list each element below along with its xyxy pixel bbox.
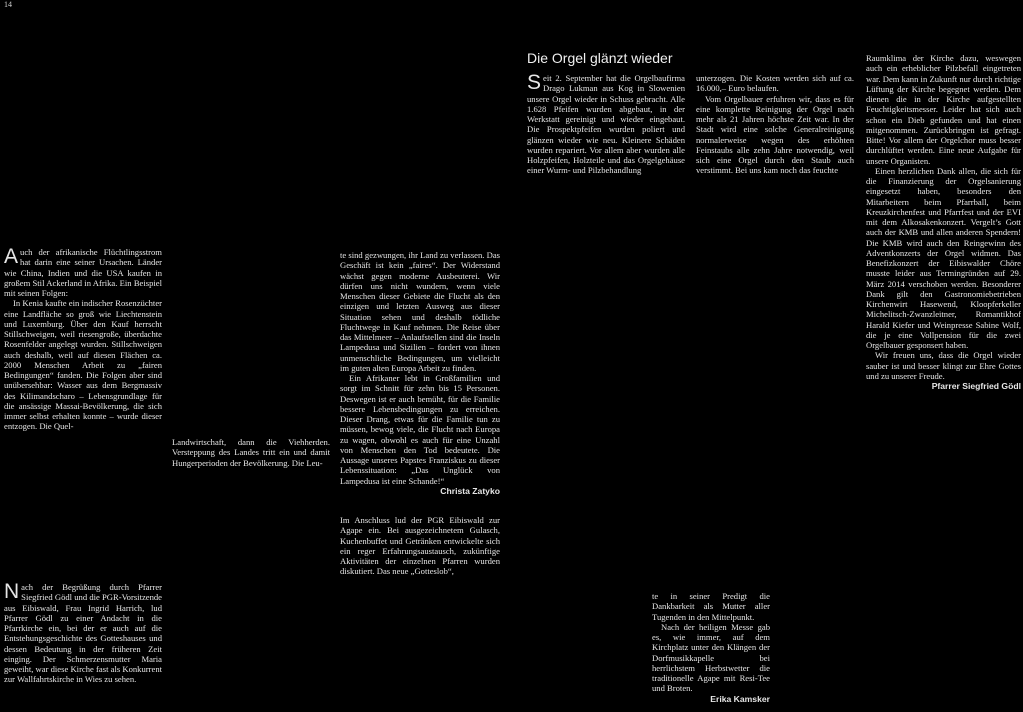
page-number: 14 [4, 0, 12, 9]
paragraph: te in seiner Predigt die Dankbarkeit als Mutter aller Tugenden in den Mittelpunkt. [652, 591, 770, 622]
paragraph: Im Anschluss lud der PGR Eibiswald zur Agape ein. Bei ausgezeichnetem Gulasch, Kuchenbuffet und Getränken entwickelte sich ein reger Erfahrungsaustausch, zukünftige Aktivitäten der einzelnen Pfarren wurden diskutiert. Das neue „Gotteslob“, [340, 515, 500, 577]
article2-dropcap: S [527, 71, 542, 94]
article2-headline: Die Orgel glänzt wieder [527, 50, 673, 66]
article3-column-2 [340, 515, 500, 577]
article1-column-1 [4, 247, 162, 432]
paragraph: Vom Orgelbauer erfuhren wir, dass es für eine komplette Reinigung der Orgel nach mehr als 21 Jahren höchste Zeit war. In der Stadt wird eine solche Generalreinigung normalerweise wegen des erhöhten Feinstaubs alle zehn Jahre notwendig, weil sich eine Orgel durch den Staub auch verstimmt. Bei uns kam noch das feuchte [696, 93, 854, 176]
paragraph: Einen herzlichen Dank allen, die sich für die Finanzierung der Orgelsanierung eingesetzt haben, besonders den Mitarbeitern beim Pfarrball, beim Kreuzkirchenfest und Pfarrfest und der EVI mit dem Alkosakenkonzert. Vergelt’s Gott auch der KMB und allen anderen Spendern! Die KMB wird auch den Reingewinn des Adventkonzerts der Orgel widmen. Das Benefizkonzert der Eibiswalder Chöre musste leider aus Termingründen auf 29. März 2014 verschoben werden. Besonderer Dank gilt den Gastronomiebetrieben Kirchenwirt Hasewend, Kloopferkeller Michelitsch-Zwanzleitner, Romantikhof Harald Kiefer und Weinpresse Sabine Wolf, die je eine Vollpension für die zwei Orgelbauer gesponsert haben. [866, 165, 1021, 350]
article2-author: Pfarrer Siegfried Gödl [931, 381, 1021, 391]
article2-column-3 [866, 53, 1021, 391]
paragraph: eit 2. September hat die Orgelbaufirma Drago Lukman aus Kog in Slowenien unsere Orgel wieder in Schuss gebracht. Alle 1.628 Pfeifen wurden abgebaut, in der Werkstatt gereinigt und wieder eingebaut. Die Prospektpfeifen wurden poliert und glänzen wieder wie neu. Kleinere Schäden wurden repariert. Vor allem aber wurden alle Holzpfeifen, Holzteile und das Orgelgehäuse einer Wurm- und Pilzbehandlung [527, 73, 685, 176]
paragraph: Nach der heiligen Messe gab es, wie immer, auf dem Kirchplatz unter den Klängen der Dorfmusikkapelle bei herrlichstem Herbstwetter die traditionelle Agape mit Resi-Tee und Broten. [652, 621, 770, 694]
paragraph: uch der afrikanische Flüchtlingsstrom hat darin eine seiner Ursachen. Länder wie China, Indien und die USA kaufen in großem Stil Ackerland in Afrika. Ein Beispiel mit seinen Folgen: [4, 247, 162, 298]
paragraph: te sind gezwungen, ihr Land zu verlassen. Das Geschäft ist kein „faires“. Der Widerstand wächst gegen moderne Ausbeuterei. Wir dürfen uns nicht wundern, wenn viele Menschen dieser Gebiete die Flucht als den einzigen und letzten Ausweg aus dieser Situation sehen und deshalb tödliche Fluchtwege in Kauf nehmen. Die Reise über das Mittelmeer – Anlaufstellen sind die Inseln Lampedusa und Sizilien – fordert von ihnen unmenschliche Bedingungen, um vielleicht im guten alten Europa Arbeit zu finden. [340, 250, 500, 373]
article3-column-3 [652, 591, 770, 704]
article3-dropcap: N [4, 580, 20, 603]
paragraph: In Kenia kaufte ein indischer Rosenzüchter eine Landfläche so groß wie Liechtenstein und Luxemburg. Über den Kauf herrscht Stillschweigen, weil riesengroße, überdachte Rosenfelder angelegt wurden. Stillschweigen auch deshalb, weil auf diesen Flächen ca. 2000 Menschen Arbeit zu „fairen Bedingungen“ fanden. Die Folgen aber sind unübersehbar: Wasser aus dem Bergmassiv des Kilimandscharo – Lebensgrundlage für die ansässige Massai-Bevölkerung, die sich immer selbst erhalten konnte – wurde dieser entzogen. Die Quel- [4, 298, 162, 432]
article2-column-1 [527, 73, 685, 176]
paragraph: ach der Begrüßung durch Pfarrer Siegfried Gödl und die PGR-Vorsitzende aus Eibiswald, Frau Ingrid Harrich, lud Pfarrer Gödl zu einer Andacht in die Pfarrkirche ein, bei der er auch auf die Entstehungsgeschichte des Gotteshauses und dessen Bedeutung in der früheren Zeit einging. Der Schmerzensmutter Maria geweiht, war diese Kirche fast als Konkurrent zur Wallfahrtskirche in Wies zu sehen. [4, 582, 162, 685]
article1-dropcap: A [4, 245, 19, 268]
paragraph: unterzogen. Die Kosten werden sich auf ca. 16.000,– Euro belaufen. [696, 73, 854, 94]
paragraph: Raumklima der Kirche dazu, weswegen auch ein erheblicher Pilzbefall eingetreten war. Dem kann in Zukunft nur durch richtige Lüftung der Kirche begegnet werden. Dem dienen die in der Kirche aufgestellten Feuchtigkeitsmesser. Leider hat sich auch schon ein Dieb gefunden und hat einen mitgenommen. Zurückbringen ist gefragt. Bitte! Vor allem der Orgelchor muss besser durchlüftet werden. Eine neue Aufgabe für unsere Organisten. [866, 53, 1021, 166]
paragraph: Wir freuen uns, dass die Orgel wieder sauber ist und besser klingt zur Ehre Gottes und zu unserer Freude. [866, 350, 1021, 381]
article2-column-2 [696, 73, 854, 176]
article3-author: Erika Kamsker [710, 693, 770, 704]
article1-column-2 [172, 437, 330, 468]
article3-column-1 [4, 582, 162, 685]
article1-column-3 [340, 250, 500, 496]
paragraph: Ein Afrikaner lebt in Großfamilien und sorgt im Schnitt für zehn bis 15 Personen. Deswegen ist er auch bemüht, für die Familie bessere Lebensbedingungen zu erreichen. Dieser Drang, etwas für die Familie tun zu müssen, bewog viele, die Flucht nach Europa zu wagen, obwohl es auch für eine Unzahl von Menschen den Tod bedeutete. Die Aussage unseres Papstes Franziskus zu dieser Lebenssituation: „Das Unglück von Lampedusa ist eine Schande!“ [340, 373, 500, 486]
article1-author: Christa Zatyko [440, 485, 500, 496]
paragraph: Landwirtschaft, dann die Viehherden. Versteppung des Landes tritt ein und damit Hungerperioden der Bevölkerung. Die Leu- [172, 437, 330, 468]
